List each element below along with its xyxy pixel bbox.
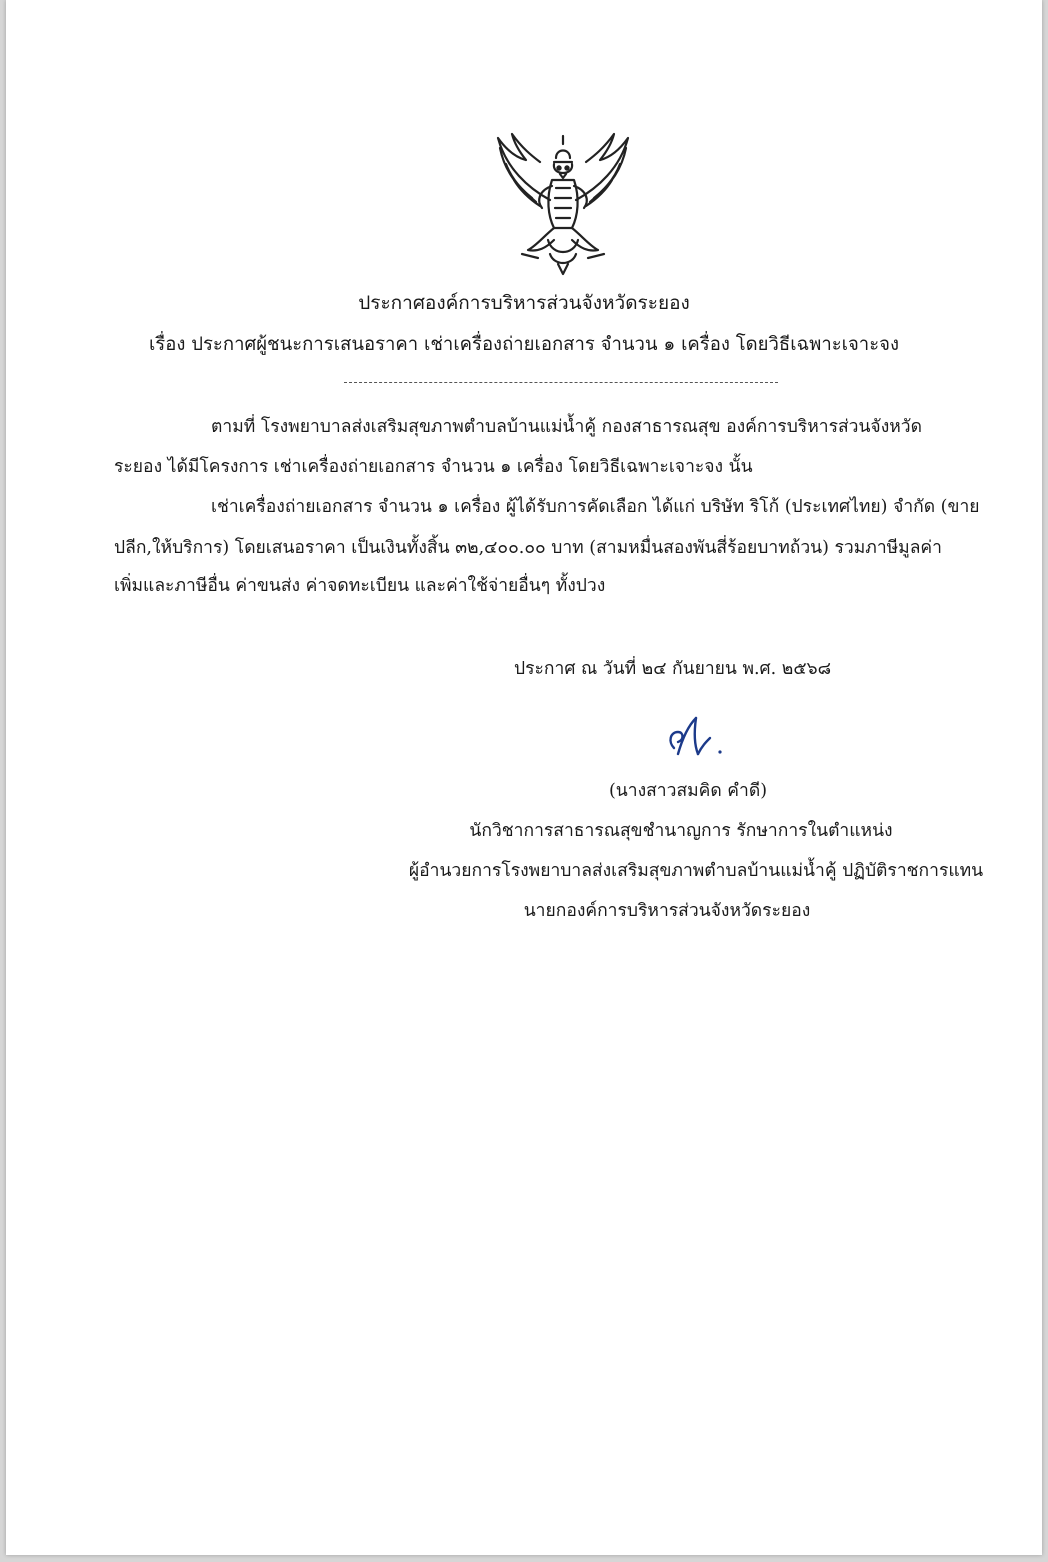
announcement-subject: เรื่อง ประกาศผู้ชนะการเสนอราคา เช่าเครื่องถ่ายเอกสาร จำนวน ๑ เครื่อง โดยวิธีเฉพาะเจาะจง	[148, 334, 900, 355]
paragraph-2-line-1: เช่าเครื่องถ่ายเอกสาร จำนวน ๑ เครื่อง ผู้ได้รับการคัดเลือก ได้แก่ บริษัท ริโก้ (ประเทศไทย) จำกัด (ขาย	[211, 497, 980, 517]
announcement-heading: ประกาศองค์การบริหารส่วนจังหวัดระยอง	[358, 292, 690, 314]
paragraph-1-line-1: ตามที่ โรงพยาบาลส่งเสริมสุขภาพตำบลบ้านแม่น้ำคู้ กองสาธารณสุข องค์การบริหารส่วนจังหวัด	[211, 417, 922, 437]
garuda-emblem-icon	[488, 128, 638, 278]
signatory-position-line-2: ผู้อำนวยการโรงพยาบาลส่งเสริมสุขภาพตำบลบ้านแม่น้ำคู้ ปฏิบัติราชการแทน	[408, 861, 984, 881]
paragraph-1-line-2: ระยอง ได้มีโครงการ เช่าเครื่องถ่ายเอกสาร จำนวน ๑ เครื่อง โดยวิธีเฉพาะเจาะจง นั้น	[114, 457, 753, 477]
handwritten-signature-icon	[660, 708, 730, 764]
paragraph-2-line-3: เพิ่มและภาษีอื่น ค่าขนส่ง ค่าจดทะเบียน และค่าใช้จ่ายอื่นๆ ทั้งปวง	[114, 576, 606, 596]
signatory-position-line-3: นายกองค์การบริหารส่วนจังหวัดระยอง	[523, 901, 811, 921]
heading-divider	[344, 382, 778, 383]
document-page	[6, 0, 1042, 1555]
announcement-date: ประกาศ ณ วันที่ ๒๔ กันยายน พ.ศ. ๒๕๖๘	[514, 659, 832, 679]
signatory-position-line-1: นักวิชาการสาธารณสุขชำนาญการ รักษาการในตำแหน่ง	[469, 821, 893, 841]
signatory-name: (นางสาวสมคิด คำดี)	[608, 781, 768, 801]
paragraph-2-line-2: ปลีก,ให้บริการ) โดยเสนอราคา เป็นเงินทั้งสิ้น ๓๒,๔๐๐.๐๐ บาท (สามหมื่นสองพันสี่ร้อยบาทถ้วน) รวมภาษีมูลค่า	[114, 538, 942, 558]
